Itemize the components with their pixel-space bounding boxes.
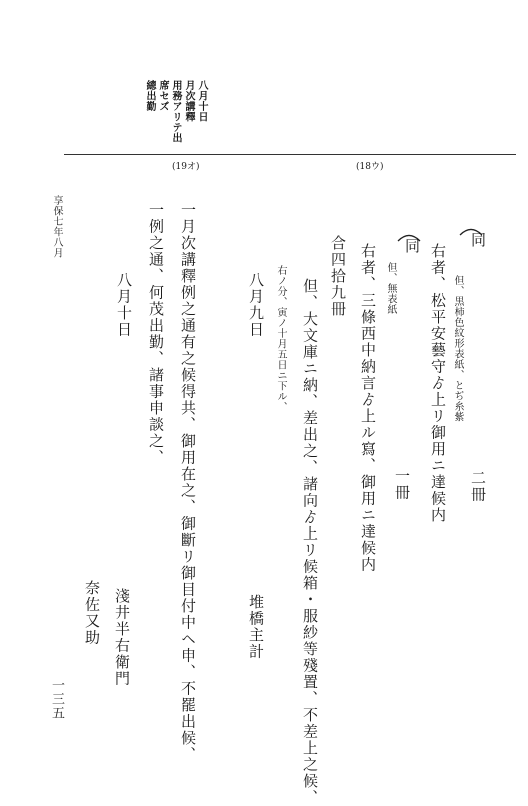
text-line: 但、大文庫ニ納、差出之、諸向ゟ上リ候箱・服紗等殘置、不差上之候、 bbox=[301, 278, 319, 806]
header-line: 席セズ bbox=[157, 80, 168, 112]
header-date: 八月十日 bbox=[196, 80, 207, 122]
text-line: 右者、三條西中納言ゟ上ル寫、御用ニ達候内 bbox=[359, 243, 377, 573]
item-count-1: 二冊 bbox=[469, 470, 487, 503]
page-number: 一三五 bbox=[49, 678, 64, 720]
item-same-2: 同 bbox=[403, 238, 421, 255]
signatory-name: 堆橋主計 bbox=[247, 594, 265, 660]
text-line: 右者、松平安藝守ゟ上リ御用ニ達候内 bbox=[429, 243, 447, 524]
header-line: 月次講釋 bbox=[183, 80, 194, 122]
item-count-2: 一冊 bbox=[393, 468, 411, 501]
header-line: 用務アリテ出 bbox=[170, 80, 181, 143]
text-line: 一月次講釋例之通有之候得共、御用在之、御斷リ御目付中ヘ申、不罷出候、 bbox=[179, 202, 197, 763]
header-rule bbox=[64, 154, 516, 155]
note-line: 右ノ分、寅ノ十月五日ニ下ル、 bbox=[275, 265, 286, 412]
era-date: 享保七年八月 bbox=[51, 195, 62, 258]
entry-date: 八月十日 bbox=[115, 272, 133, 338]
text-line: 一例之通、何茂出勤、諸事申談之、 bbox=[147, 202, 165, 466]
folio-right: (18ウ) bbox=[356, 162, 384, 172]
note-cover-2: 但、無表紙 bbox=[385, 262, 396, 315]
entry-date: 八月九日 bbox=[247, 272, 265, 338]
note-cover-1: 但、黒柿色紋形表紙、とぢ糸紫 bbox=[452, 275, 463, 422]
header-line: 總出勤 bbox=[144, 80, 155, 112]
signatory-name: 奈佐又助 bbox=[83, 580, 101, 646]
folio-left: (19オ) bbox=[172, 162, 200, 172]
item-same-1: 同 bbox=[469, 232, 487, 249]
total-count: 合四拾九冊 bbox=[329, 235, 347, 318]
signatory-name: 淺井半右衛門 bbox=[113, 588, 131, 687]
